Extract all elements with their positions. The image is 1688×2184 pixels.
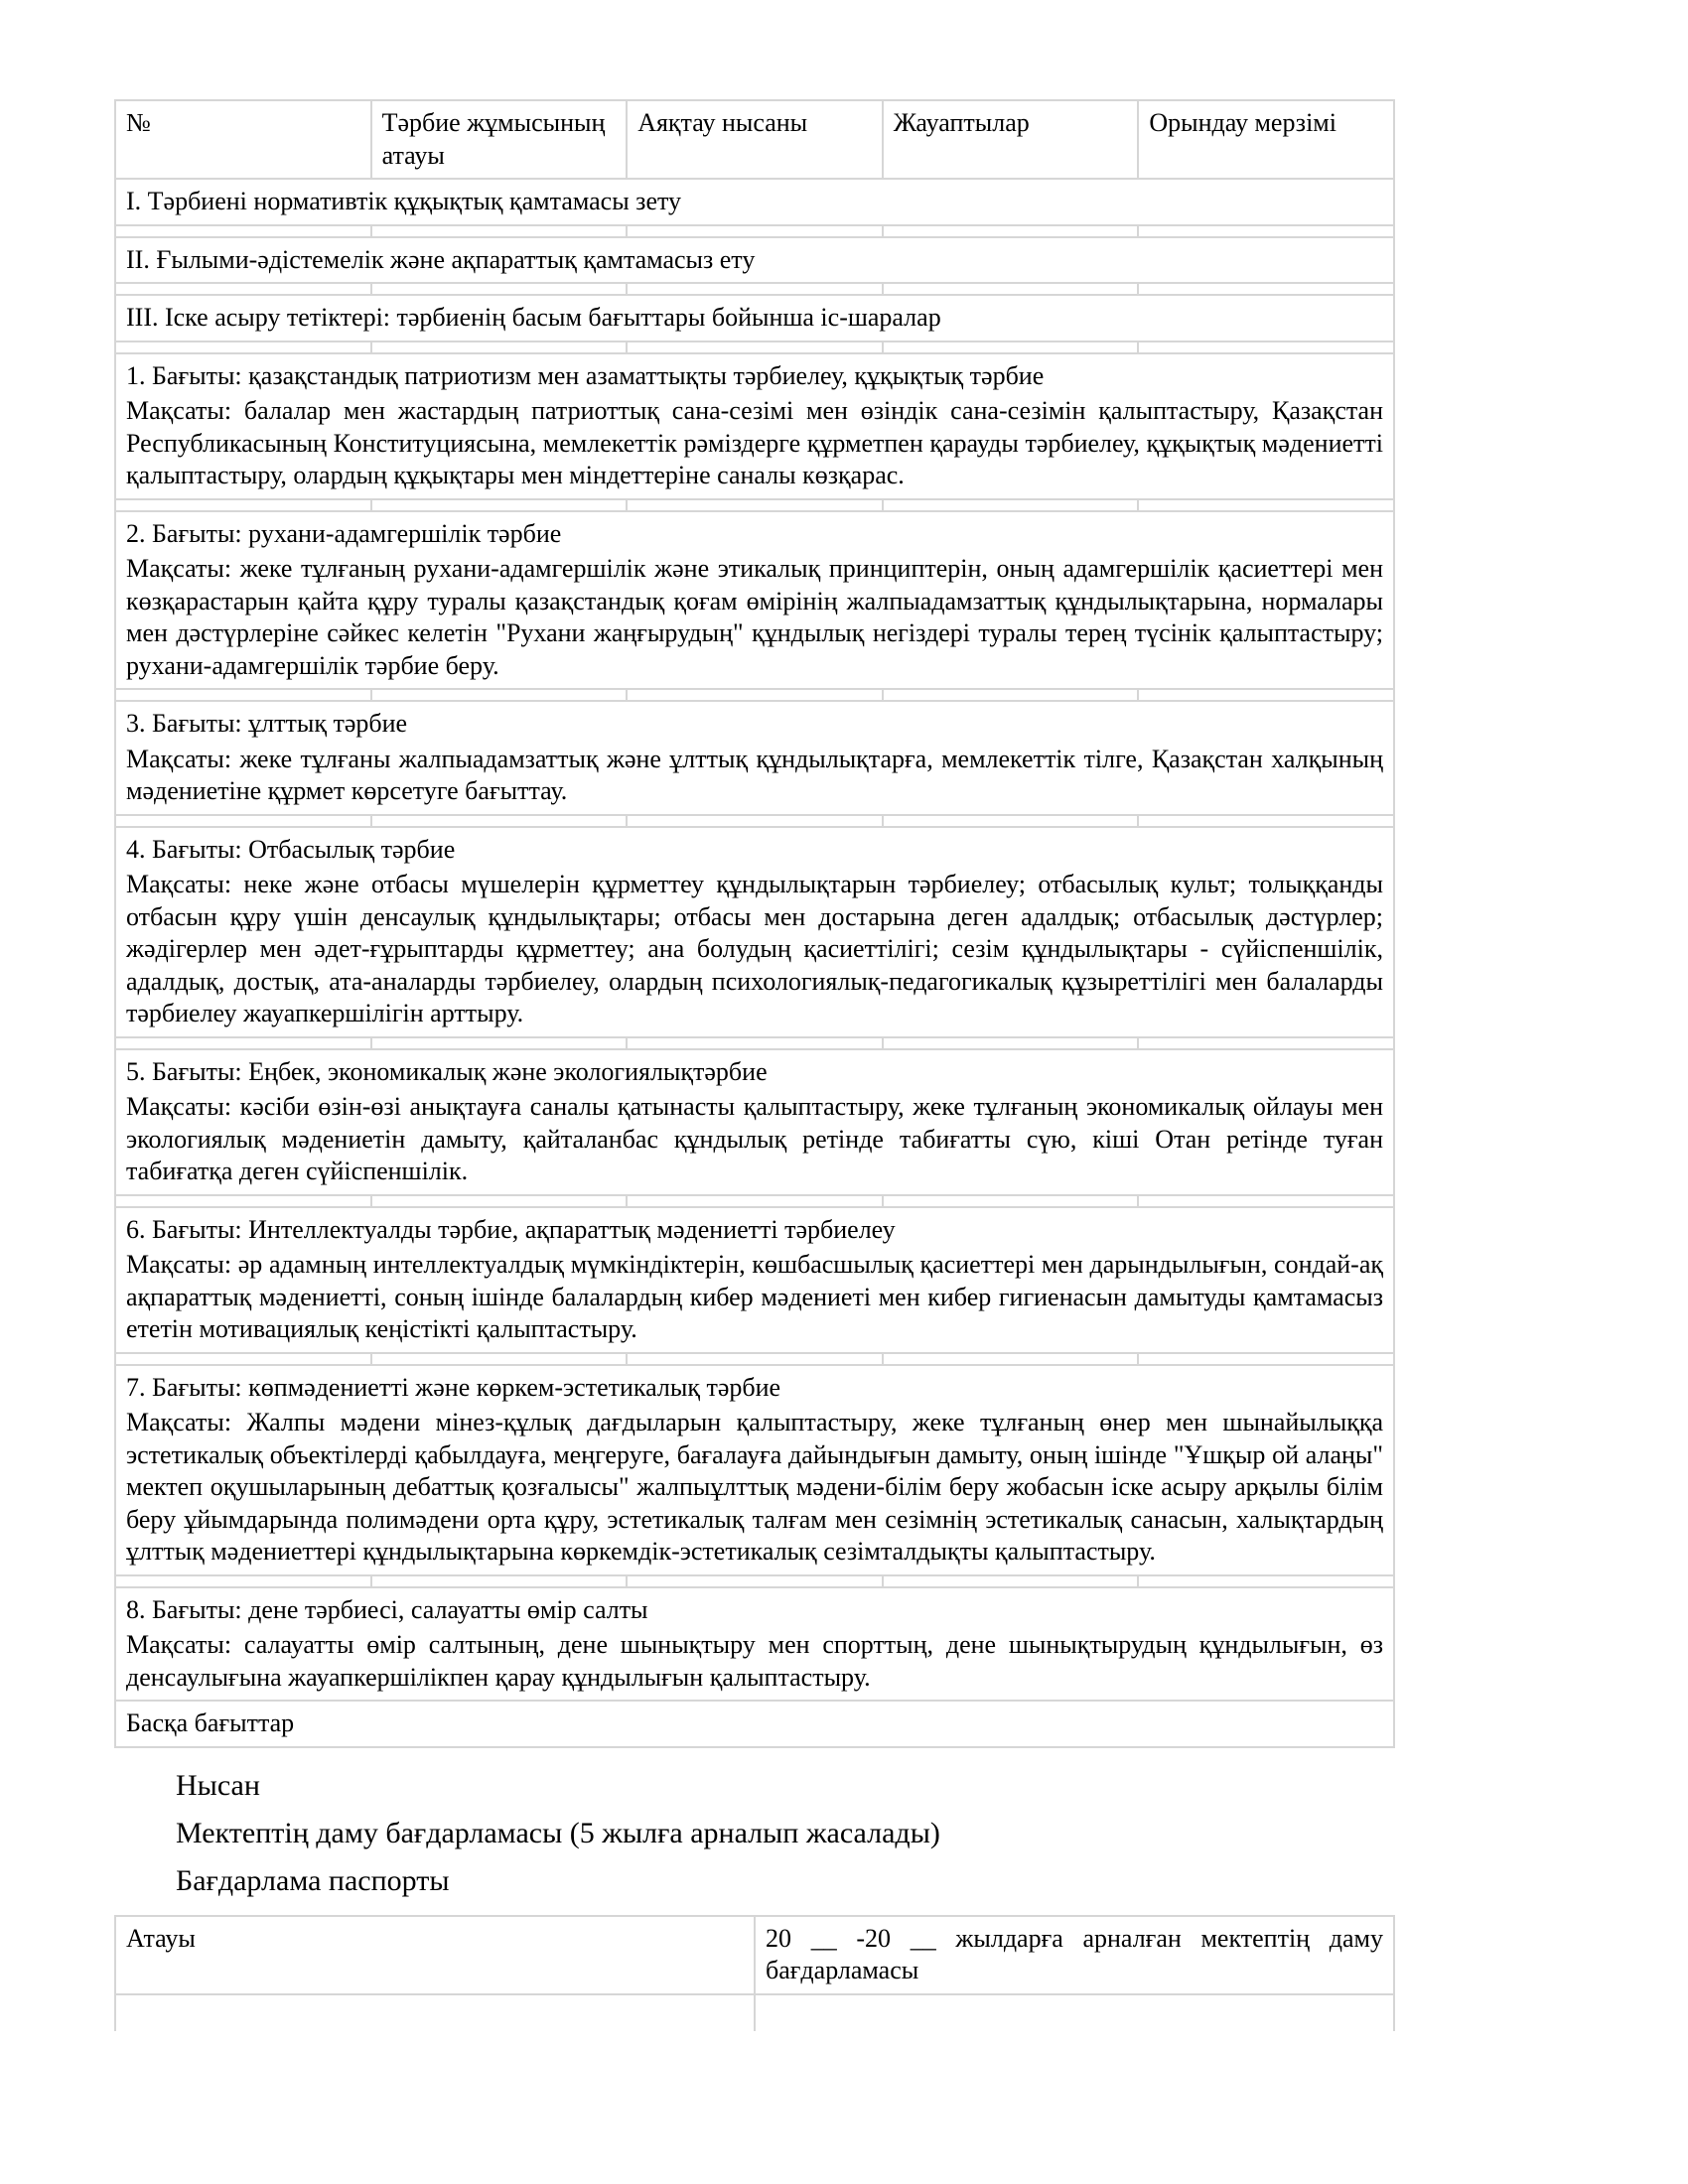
direction-cell (115, 1365, 1394, 1575)
direction-title: 8. Бағыты: дене тәрбиесі, салауатты өмір салты (126, 1594, 648, 1624)
direction-row-3 (115, 701, 1394, 815)
heading-form: Нысан (176, 1768, 260, 1802)
spacer-cell (1138, 815, 1394, 827)
direction-title: 7. Бағыты: көпмәдениетті және көркем-эстетикалық тәрбие (126, 1372, 781, 1402)
spacer-cell (883, 1353, 1139, 1365)
direction-cell (115, 701, 1394, 815)
spacer-cell (627, 283, 883, 295)
direction-cell (115, 511, 1394, 690)
spacer-cell (627, 1195, 883, 1207)
spacer-row (115, 225, 1394, 237)
direction-row-5 (115, 1049, 1394, 1195)
other-directions-text: Басқа бағыттар (115, 1701, 1394, 1747)
spacer-cell (115, 225, 371, 237)
spacer-cell (115, 1575, 371, 1587)
direction-cell (115, 1049, 1394, 1195)
spacer-cell (1138, 341, 1394, 353)
col-header-deadline: Орындау мерзімі (1138, 100, 1394, 179)
passport-row-name (115, 1916, 1394, 1994)
section-header-text: II. Ғылыми-әдістемелік және ақпараттық қамтамасыз ету (115, 237, 1394, 284)
direction-row-4 (115, 827, 1394, 1037)
spacer-cell (1138, 1575, 1394, 1587)
passport-row-partial (115, 1994, 1394, 2031)
spacer-cell (115, 815, 371, 827)
spacer-cell (1138, 1353, 1394, 1365)
spacer-cell (627, 341, 883, 353)
spacer-cell (883, 225, 1139, 237)
direction-title: 3. Бағыты: ұлттық тәрбие (126, 709, 408, 738)
spacer-cell (1138, 1195, 1394, 1207)
direction-title: 6. Бағыты: Интеллектуалды тәрбие, ақпараттық мәдениетті тәрбиелеу (126, 1214, 896, 1244)
section-header-text: I. Тәрбиені нормативтік құқықтық қамтамасы зету (115, 179, 1394, 225)
direction-goal: Мақсаты: балалар мен жастардың патриоттық сана-сезімі мен өзіндік сана-сезімін қалыптастыру, Қазақстан Республикасының Конституциясына, мемлекеттік рәміздерге құрметпен қарауды тәрбиелеу, құқықтық мәдениетті қалыптастыру, олардың құқықтары мен міндеттеріне саналы көзқарас. (126, 396, 1383, 489)
direction-row-1 (115, 353, 1394, 499)
spacer-cell (371, 1037, 628, 1049)
passport-table (114, 1915, 1395, 2031)
direction-title: 1. Бағыты: қазақстандық патриотизм мен азаматтықты тәрбиелеу, құқықтық тәрбие (126, 360, 1045, 390)
spacer-cell (371, 499, 628, 511)
spacer-cell (1138, 689, 1394, 701)
spacer-cell (115, 283, 371, 295)
spacer-cell (627, 225, 883, 237)
direction-goal: Мақсаты: салауатты өмір салтының, дене шынықтыру мен спорттың, дене шынықтырудың құндылығын, өз денсаулығына жауапкершілікпен қарау құндылығын қалыптастыру. (126, 1630, 1383, 1692)
spacer-cell (1138, 283, 1394, 295)
heading-passport: Бағдарлама паспорты (176, 1863, 450, 1897)
spacer-cell (627, 1353, 883, 1365)
spacer-cell (371, 815, 628, 827)
spacer-cell (115, 1353, 371, 1365)
document-headings (114, 1748, 1395, 1915)
spacer-cell (115, 689, 371, 701)
direction-cell (115, 353, 1394, 499)
spacer-cell (883, 499, 1139, 511)
spacer-row (115, 499, 1394, 511)
passport-empty-cell (115, 1994, 755, 2031)
col-header-responsible: Жауаптылар (883, 100, 1139, 179)
spacer-cell (371, 689, 628, 701)
direction-goal: Мақсаты: жеке тұлғаны жалпыадамзаттық және ұлттық құндылықтарға, мемлекеттік тілге, Қазақстан халқының мәдениетіне құрмет көрсетуге бағыттау. (126, 744, 1383, 805)
col-header-number: № (115, 100, 371, 179)
col-header-completion-form: Аяқтау нысаны (627, 100, 883, 179)
direction-title: 4. Бағыты: Отбасылық тәрбие (126, 834, 456, 864)
spacer-cell (627, 1037, 883, 1049)
spacer-cell (371, 283, 628, 295)
section-row-2 (115, 237, 1394, 284)
spacer-cell (883, 1195, 1139, 1207)
spacer-cell (627, 499, 883, 511)
spacer-cell (627, 1575, 883, 1587)
spacer-row (115, 689, 1394, 701)
spacer-cell (115, 499, 371, 511)
section-row-3 (115, 295, 1394, 341)
direction-cell (115, 1207, 1394, 1353)
direction-goal: Мақсаты: жеке тұлғаның рухани-адамгершілік және этикалық принциптерін, оның адамгершілік қасиеттері мен көзқарастарын қайта құру туралы қазақстандық қоғам өмірінің жалпыадамзаттық құндылықтарына, нормалары мен дәстүрлеріне сәйкес келетін "Рухани жаңғырудың" құндылық негіздері туралы терең түсінік қалыптастыру; рухани-адамгершілік тәрбие беру. (126, 554, 1383, 680)
direction-row-6 (115, 1207, 1394, 1353)
direction-title: 5. Бағыты: Еңбек, экономикалық және экологиялықтәрбие (126, 1056, 768, 1086)
spacer-row (115, 1575, 1394, 1587)
direction-goal: Мақсаты: неке және отбасы мүшелерін құрметтеу құндылықтарын тәрбиелеу; отбасылық культ; толыққанды отбасын құру үшін денсаулық құндылықтары; отбасы мен достарына деген адалдық; отбасылық дәстүрлер; жәдігерлер мен әдет-ғұрыптарды құрметтеу; ана болудың қасиеттілігі; сезім құндылықтары - сүйіспеншілік, адалдық, достық, ата-аналарды тәрбиелеу, олардың психологиялық-педагогикалық құзыреттілігі мен балаларды тәрбиелеу жауапкершілігін арттыру. (126, 870, 1383, 1027)
col-header-work-name: Тәрбие жұмысының атауы (371, 100, 628, 179)
spacer-cell (1138, 225, 1394, 237)
spacer-cell (883, 1037, 1139, 1049)
heading-program-title: Мектептің даму бағдарламасы (5 жылға арналып жасалады) (176, 1816, 940, 1849)
spacer-cell (1138, 499, 1394, 511)
direction-goal: Мақсаты: кәсіби өзін-өзі анықтауға саналы қатынасты қалыптастыру, жеке тұлғаның экономикалық ойлауы мен экологиялық мәдениетін дамыту, қайталанбас құндылық ретінде табиғатты сүю, кіші Отан ретінде туған табиғатқа деген сүйіспеншілік. (126, 1092, 1383, 1185)
spacer-row (115, 1037, 1394, 1049)
spacer-row (115, 1195, 1394, 1207)
spacer-cell (371, 1575, 628, 1587)
spacer-row (115, 341, 1394, 353)
spacer-cell (371, 341, 628, 353)
spacer-cell (371, 1195, 628, 1207)
passport-label: Атауы (115, 1916, 755, 1994)
spacer-cell (371, 1353, 628, 1365)
direction-row-2 (115, 511, 1394, 690)
plan-table-header-row (115, 100, 1394, 179)
spacer-cell (627, 689, 883, 701)
spacer-cell (1138, 1037, 1394, 1049)
direction-cell (115, 1587, 1394, 1702)
other-directions-row (115, 1701, 1394, 1747)
direction-title: 2. Бағыты: рухани-адамгершілік тәрбие (126, 518, 562, 548)
spacer-row (115, 815, 1394, 827)
direction-cell (115, 827, 1394, 1037)
spacer-cell (371, 225, 628, 237)
direction-row-8 (115, 1587, 1394, 1702)
section-row-1 (115, 179, 1394, 225)
spacer-cell (627, 815, 883, 827)
spacer-cell (883, 283, 1139, 295)
spacer-cell (115, 341, 371, 353)
spacer-cell (115, 1195, 371, 1207)
passport-value: 20 __ -20 __ жылдарға арналған мектептің даму бағдарламасы (755, 1916, 1394, 1994)
spacer-cell (883, 815, 1139, 827)
spacer-row (115, 1353, 1394, 1365)
direction-goal: Мақсаты: Жалпы мәдени мінез-құлық дағдыларын қалыптастыру, жеке тұлғаның өнер мен шынайылыққа эстетикалық объектілерді қабылдауға, меңгеруге, бағалауға дайындығын дамыту, оның ішінде "Ұшқыр ой алаңы" мектеп оқушыларының дебаттық қозғалысы" жалпыұлттық мәдени-білім беру жобасын іске асыру арқылы білім беру ұйымдарында полимәдени орта құру, эстетикалық талғам мен сезімнің эстетикалық санасын, халықтардың ұлттық мәдениеттері құндылықтарына көркемдік-эстетикалық сезімталдықты қалыптастыру. (126, 1408, 1383, 1566)
section-header-text: III. Іске асыру тетіктері: тәрбиенің басым бағыттары бойынша іс-шаралар (115, 295, 1394, 341)
passport-empty-cell (755, 1994, 1394, 2031)
spacer-cell (883, 341, 1139, 353)
spacer-cell (883, 689, 1139, 701)
plan-table (114, 99, 1395, 1748)
direction-goal: Мақсаты: әр адамның интеллектуалдық мүмкіндіктерін, көшбасшылық қасиеттері мен дарындылығын, сондай-ақ ақпараттық мәдениетті, соның ішінде балалардың кибер мәдениеті мен кибер гигиенасын дамытуды қамтамасыз ететін мотивациялық кеңістікті қалыптастыру. (126, 1250, 1383, 1343)
spacer-cell (115, 1037, 371, 1049)
spacer-cell (883, 1575, 1139, 1587)
direction-row-7 (115, 1365, 1394, 1575)
spacer-row (115, 283, 1394, 295)
